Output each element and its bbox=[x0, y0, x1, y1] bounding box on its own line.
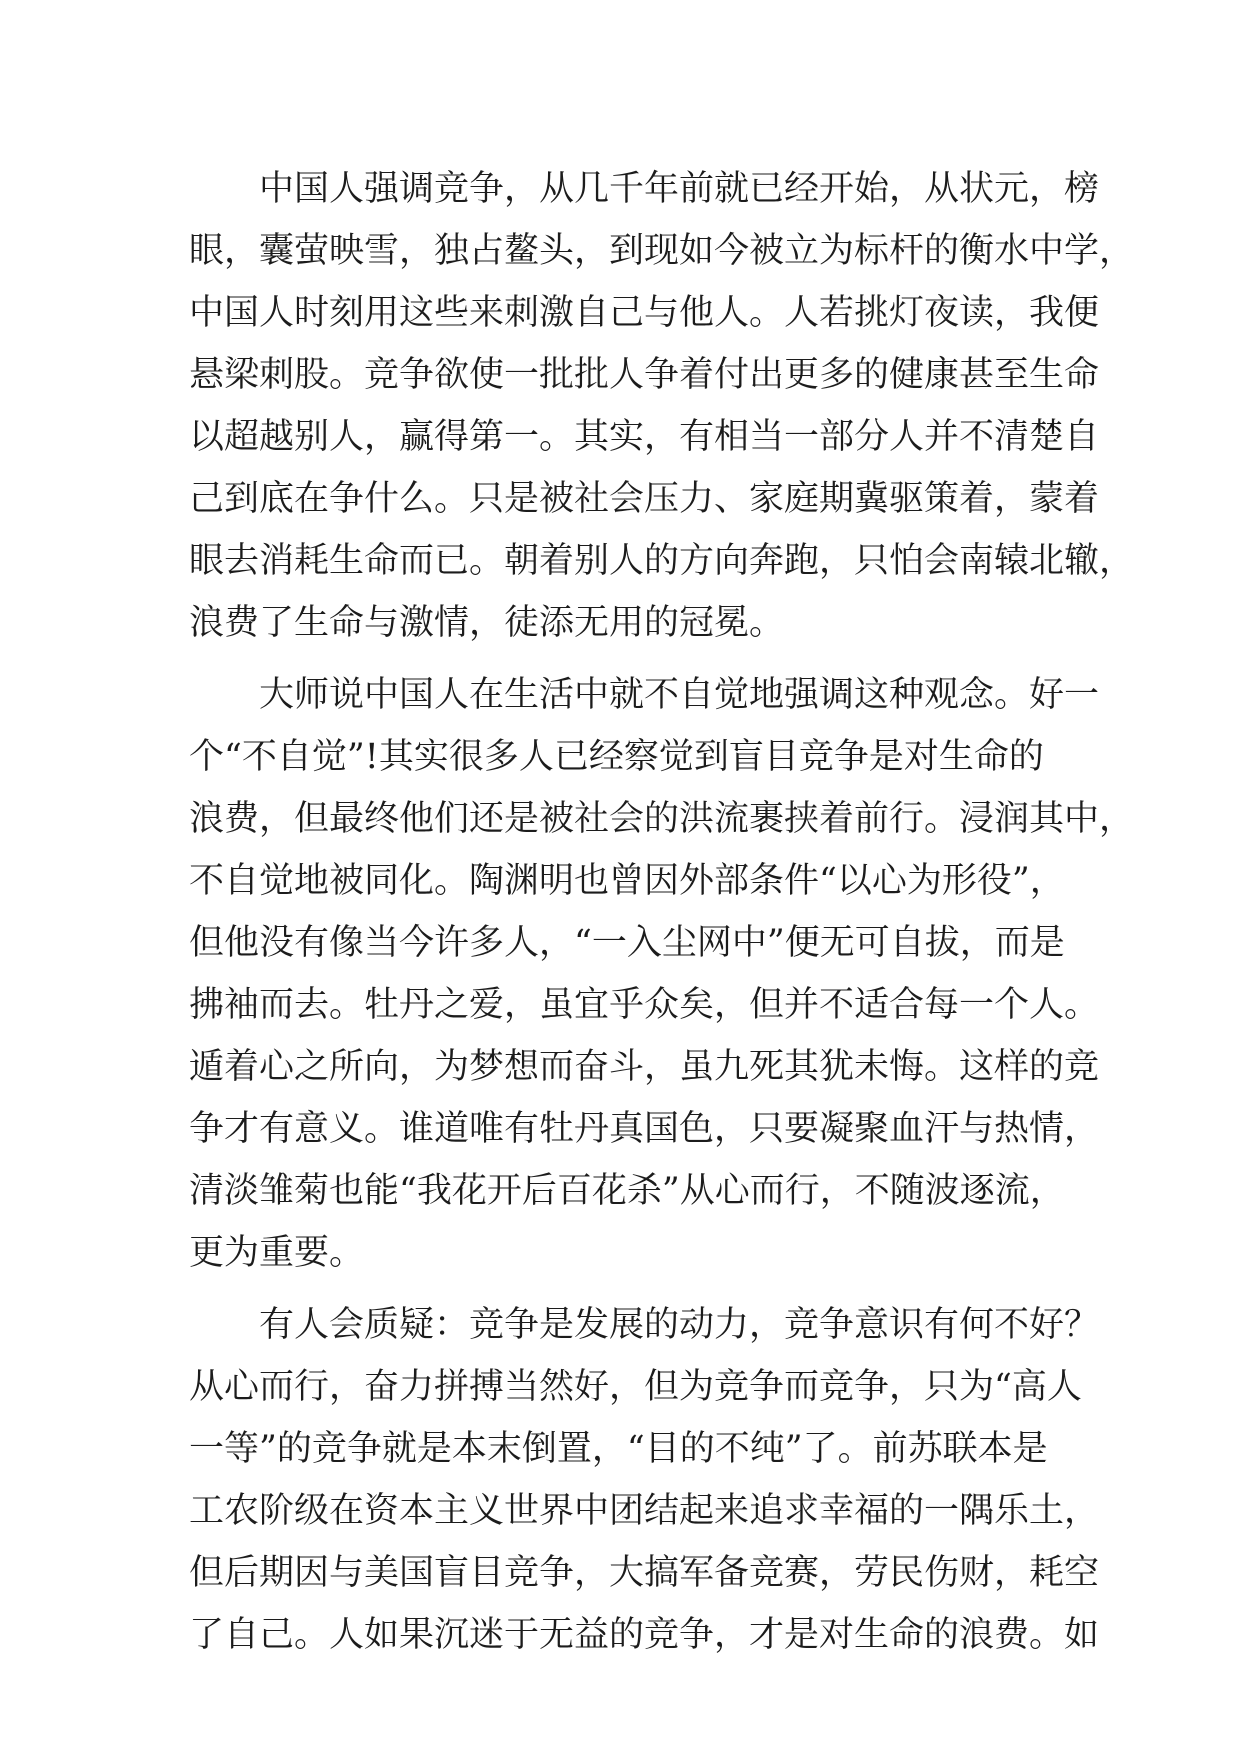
text-line: 更为重要。 bbox=[189, 1233, 365, 1273]
text-line: 中国人时刻用这些来刺激自己与他人。人若挑灯夜读，我便 bbox=[189, 293, 1100, 333]
paragraph-1 bbox=[189, 158, 1135, 654]
text-line: 以超越别人，赢得第一。其实，有相当一部分人并不清楚自 bbox=[189, 417, 1100, 457]
text-line: 争才有意义。谁道唯有牡丹真国色，只要凝聚血汗与热情， bbox=[189, 1109, 1100, 1149]
paragraph-spacer bbox=[189, 654, 1069, 664]
text-line: 中国人强调竞争，从几千年前就已经开始，从状元，榜 bbox=[189, 169, 1100, 209]
text-line: 拂袖而去。牡丹之爱，虽宜乎众矣，但并不适合每一个人。 bbox=[189, 985, 1100, 1025]
text-line: 个“不自觉”!其实很多人已经察觉到盲目竞争是对生命的 bbox=[189, 737, 1044, 777]
paragraph-3 bbox=[189, 1294, 1100, 1666]
text-line: 有人会质疑：竞争是发展的动力，竞争意识有何不好？ bbox=[189, 1305, 1100, 1345]
text-line: 一等”的竞争就是本末倒置，“目的不纯”了。前苏联本是 bbox=[189, 1429, 1048, 1469]
paragraph-2 bbox=[189, 664, 1135, 1284]
text-line: 悬梁刺股。竞争欲使一批批人争着付出更多的健康甚至生命 bbox=[189, 355, 1100, 395]
text-line: 浪费了生命与激情，徒添无用的冠冕。 bbox=[189, 603, 785, 643]
text-line: 了自己。人如果沉迷于无益的竞争，才是对生命的浪费。如 bbox=[189, 1615, 1100, 1655]
text-line: 己到底在争什么。只是被社会压力、家庭期冀驱策着，蒙着 bbox=[189, 479, 1100, 519]
text-line: 眼去消耗生命而已。朝着别人的方向奔跑，只怕会南辕北辙， bbox=[189, 541, 1135, 581]
paragraph-spacer bbox=[189, 1284, 1069, 1294]
text-line: 不自觉地被同化。陶渊明也曾因外部条件“以心为形役”， bbox=[189, 861, 1065, 901]
text-line: 但后期因与美国盲目竞争，大搞军备竞赛，劳民伤财，耗空 bbox=[189, 1553, 1100, 1593]
text-line: 大师说中国人在生活中就不自觉地强调这种观念。好一 bbox=[189, 675, 1100, 715]
text-line: 工农阶级在资本主义世界中团结起来追求幸福的一隅乐土， bbox=[189, 1491, 1100, 1531]
text-line: 浪费，但最终他们还是被社会的洪流裹挟着前行。浸润其中， bbox=[189, 799, 1135, 839]
text-line: 眼，囊萤映雪，独占鳌头，到现如今被立为标杆的衡水中学， bbox=[189, 231, 1135, 271]
text-line: 遁着心之所向，为梦想而奋斗，虽九死其犹未悔。这样的竞 bbox=[189, 1047, 1100, 1087]
essay-body bbox=[189, 158, 1135, 1666]
text-line: 从心而行，奋力拼搏当然好，但为竞争而竞争，只为“高人 bbox=[189, 1367, 1082, 1407]
text-line: 但他没有像当今许多人，“一入尘网中”便无可自拔，而是 bbox=[189, 923, 1065, 963]
text-line: 清淡雏菊也能“我花开后百花杀”从心而行，不随波逐流， bbox=[189, 1171, 1065, 1211]
